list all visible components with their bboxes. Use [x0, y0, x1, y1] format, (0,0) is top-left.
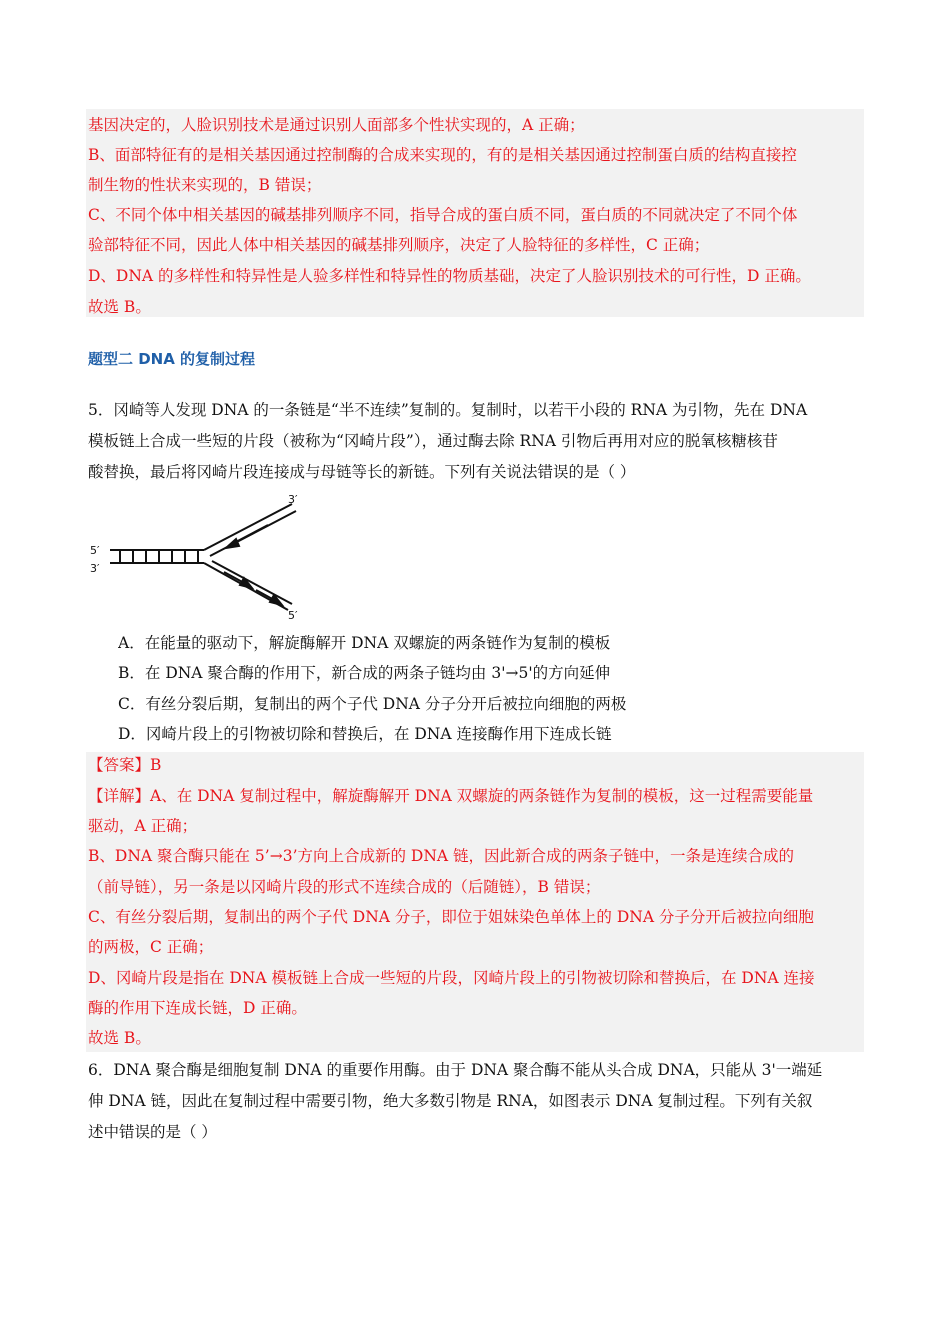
- explanation-line: 酶的作用下连成长链，D 正确。: [88, 999, 307, 1017]
- option-d: D．冈崎片段上的引物被切除和替换后，在 DNA 连接酶作用下连成长链: [118, 725, 612, 743]
- option-b: B．在 DNA 聚合酶的作用下，新合成的两条子链均由 3'→5'的方向延伸: [118, 664, 611, 682]
- upper-template-strand: [204, 504, 296, 556]
- explanation-line: B、DNA 聚合酶只能在 5’→3’方向上合成新的 DNA 链，因此新合成的两条子链中，一条是连续合成的: [88, 847, 795, 865]
- label-5-prime-right: 5′: [288, 609, 298, 622]
- dna-replication-fork-diagram: [86, 492, 316, 622]
- answer-label: 【答案】B: [88, 756, 162, 774]
- section-title: 题型二 DNA 的复制过程: [88, 350, 256, 368]
- lagging-strand-arrows: [224, 572, 282, 605]
- explanation-line: B、面部特征有的是相关基因通过控制酶的合成来实现的，有的是相关基因通过控制蛋白质的结构直接控: [88, 146, 797, 164]
- question-5-stem: 5．冈崎等人发现 DNA 的一条链是“半不连续”复制的。复制时，以若干小段的 RNA 为引物，先在 DNA: [88, 401, 808, 419]
- question-5-stem: 模板链上合成一些短的片段（被称为“冈崎片段”），通过酶去除 RNA 引物后再用对应的脱氧核糖核苷: [88, 432, 778, 450]
- label-3-prime-left: 3′: [90, 562, 100, 575]
- question-6-stem: 述中错误的是（ ）: [88, 1123, 217, 1141]
- label-3-prime-right: 3′: [288, 493, 298, 506]
- explanation-line: D、冈崎片段是指在 DNA 模板链上合成一些短的片段，冈崎片段上的引物被切除和替换后，在 DNA 连接: [88, 969, 815, 987]
- explanation-line: C、有丝分裂后期，复制出的两个子代 DNA 分子，即位于姐妹染色单体上的 DNA 分子分开后被拉向细胞: [88, 908, 814, 926]
- explanation-line: C、不同个体中相关基因的碱基排列顺序不同，指导合成的蛋白质不同，蛋白质的不同就决定了不同个体: [88, 206, 798, 224]
- question-6-stem: 6．DNA 聚合酶是细胞复制 DNA 的重要作用酶。由于 DNA 聚合酶不能从头合成 DNA，只能从 3'一端延: [88, 1061, 823, 1079]
- explanation-line: 故选 B。: [88, 1029, 151, 1047]
- explanation-line: （前导链），另一条是以冈崎片段的形式不连续合成的（后随链），B 错误；: [88, 878, 601, 896]
- explanation-line: 的两极，C 正确；: [88, 938, 214, 956]
- explanation-line: 制生物的性状来实现的，B 错误；: [88, 176, 322, 194]
- option-a: A．在能量的驱动下，解旋酶解开 DNA 双螺旋的两条链作为复制的模板: [118, 634, 611, 652]
- option-c: C．有丝分裂后期，复制出的两个子代 DNA 分子分开后被拉向细胞的两极: [118, 695, 627, 713]
- label-5-prime-left: 5′: [90, 544, 100, 557]
- explanation-line: 验部特征不同，因此人体中相关基因的碱基排列顺序，决定了人脸特征的多样性，C 正确；: [88, 236, 710, 254]
- question-6-stem: 伸 DNA 链，因此在复制过程中需要引物，绝大多数引物是 RNA，如图表示 DNA 复制过程。下列有关叙: [88, 1092, 813, 1110]
- explanation-line: D、DNA 的多样性和特异性是人验多样性和特异性的物质基础，决定了人脸识别技术的可行性，D 正确。: [88, 267, 811, 285]
- parent-duplex: [110, 550, 204, 563]
- explanation-line: 【详解】A、在 DNA 复制过程中，解旋酶解开 DNA 双螺旋的两条链作为复制的模板，这一过程需要能量: [88, 787, 814, 805]
- explanation-line: 驱动，A 正确；: [88, 817, 198, 835]
- explanation-line: 基因决定的，人脸识别技术是通过识别人面部多个性状实现的，A 正确；: [88, 116, 585, 134]
- explanation-line: 故选 B。: [88, 298, 151, 316]
- question-5-stem: 酸替换，最后将冈崎片段连接成与母链等长的新链。下列有关说法错误的是（ ）: [88, 463, 636, 481]
